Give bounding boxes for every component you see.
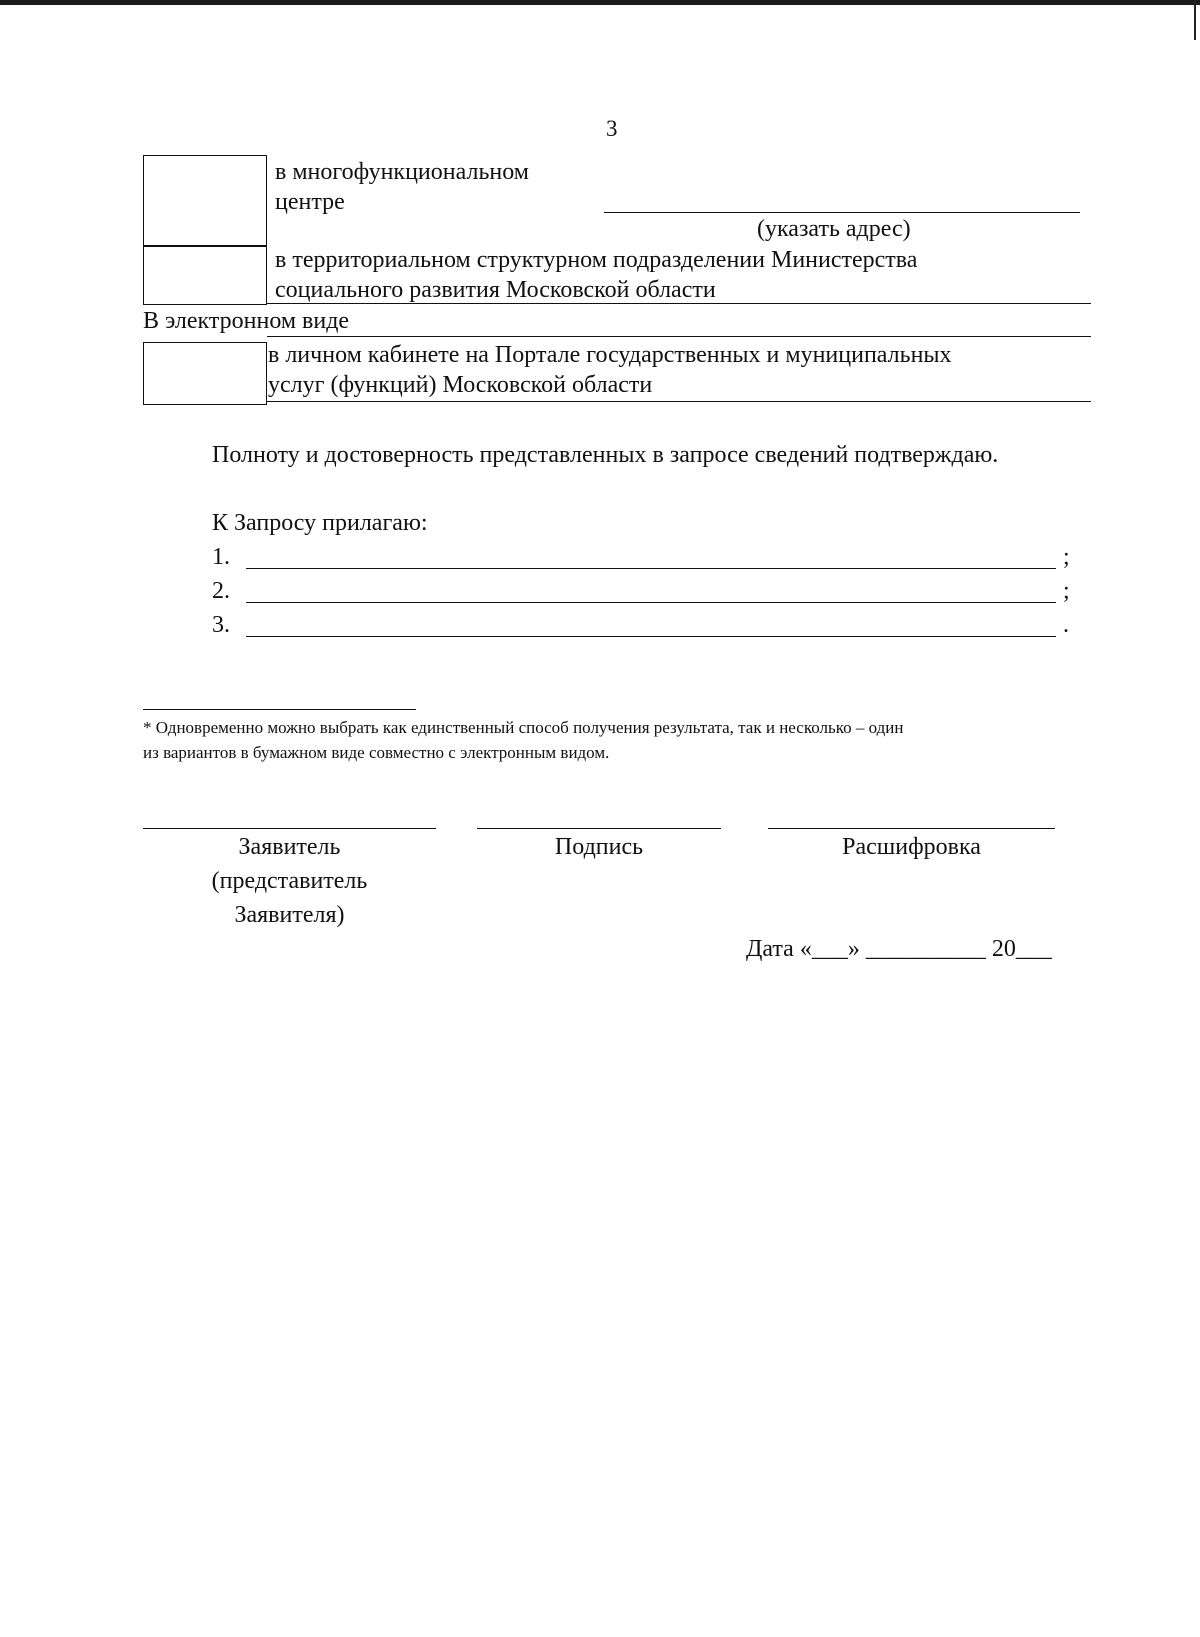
row-divider: [267, 303, 1091, 304]
checkbox-mfc[interactable]: [143, 155, 267, 246]
checkbox-territorial[interactable]: [143, 246, 267, 305]
address-hint: (указать адрес): [757, 216, 911, 242]
attachment-number: 1.: [212, 544, 230, 570]
attachments-title: К Запросу прилагаю:: [212, 510, 428, 536]
portal-label-line2: услуг (функций) Московской области: [268, 372, 653, 398]
attachment-end: .: [1063, 612, 1069, 638]
date-field[interactable]: Дата «___» __________ 20___: [746, 936, 1052, 962]
attachment-input-line[interactable]: [246, 636, 1056, 637]
decoding-line[interactable]: [768, 828, 1055, 829]
attachment-input-line[interactable]: [246, 602, 1056, 603]
applicant-line[interactable]: [143, 828, 436, 829]
signature-label: Подпись: [554, 834, 644, 860]
portal-label-line1: в личном кабинете на Портале государственных и муниципальных: [268, 342, 952, 368]
scan-top-edge: [0, 0, 1200, 5]
page-number: 3: [606, 116, 618, 141]
attachment-number: 3.: [212, 612, 230, 638]
row-divider: [267, 336, 1091, 337]
territorial-label-line1: в территориальном структурном подразделении Министерства: [275, 247, 918, 273]
applicant-label-line1: Заявитель: [238, 834, 341, 860]
footnote-separator: [143, 709, 416, 710]
applicant-label-line2: (представитель: [211, 868, 368, 894]
footnote-line1: * Одновременно можно выбрать как единственный способ получения результата, так и несколько – один: [143, 718, 904, 737]
applicant-label-line3: Заявителя): [234, 902, 345, 928]
attachment-input-line[interactable]: [246, 568, 1056, 569]
signature-line[interactable]: [477, 828, 721, 829]
territorial-label-line2: социального развития Московской области: [275, 277, 716, 303]
decoding-label: Расшифровка: [842, 834, 981, 860]
mfc-label-line1: в многофункциональном: [275, 159, 529, 185]
checkbox-portal[interactable]: [143, 342, 267, 405]
scan-right-edge: [1194, 0, 1196, 40]
footnote-line2: из вариантов в бумажном виде совместно с электронным видом.: [143, 743, 610, 762]
confirmation-text: Полноту и достоверность представленных в запросе сведений подтверждаю.: [212, 442, 999, 468]
attachment-end: ;: [1063, 544, 1070, 570]
electronic-header: В электронном виде: [143, 308, 350, 334]
mfc-label-line2: центре: [275, 189, 345, 215]
attachment-end: ;: [1063, 578, 1070, 604]
row-divider: [267, 401, 1091, 402]
attachment-number: 2.: [212, 578, 230, 604]
address-input-line[interactable]: [604, 212, 1080, 213]
